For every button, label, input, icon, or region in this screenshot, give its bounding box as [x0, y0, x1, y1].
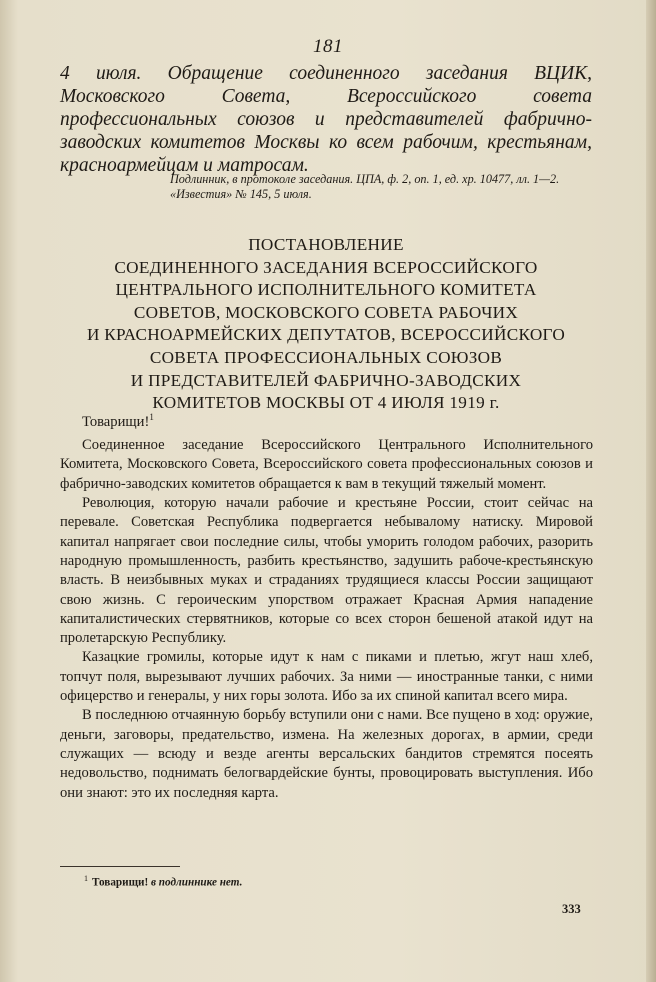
source-note: [170, 172, 594, 202]
body-text: [60, 408, 593, 803]
decree-title-line: КОМИТЕТОВ МОСКВЫ ОТ 4 ИЮЛЯ 1919 г.: [152, 393, 500, 413]
decree-title-line: ПОСТАНОВЛЕНИЕ: [248, 235, 404, 254]
decree-title-line: СОВЕТОВ, МОСКОВСКОГО СОВЕТА РАБОЧИХ: [133, 302, 519, 322]
decree-title-line: СОЕДИНЕННОГО ЗАСЕДАНИЯ ВСЕРОССИЙСКОГО: [114, 257, 538, 277]
decree-title: [56, 234, 596, 415]
decree-title-line: И ПРЕДСТАВИТЕЛЕЙ ФАБРИЧНО-ЗАВОДСКИХ: [130, 370, 522, 390]
paragraph: Соединенное заседание Всероссийского Центрального Исполнительного Комитета, Московского Совета, Всероссийского совета профессиональных союзов и фабрично-заводских комитетов обращается к вам в текущий тяжелый момент.: [60, 437, 593, 492]
footnote-term: Товарищи!: [92, 876, 149, 889]
greeting: [82, 408, 593, 432]
page-number: 333: [562, 902, 581, 916]
page-edge: [646, 0, 656, 982]
footnote-text: в подлиннике нет.: [151, 876, 243, 889]
source-archive: Подлинник, в протоколе заседания. ЦПА, ф. 2, оп. 1, ед. хр. 10477, лл. 1—2.: [170, 172, 560, 186]
paragraph: Казацкие громилы, которые идут к нам с пиками и плетью, жгут наш хлеб, топчут поля, вырезывают лучших рабочих. За ними — иностранные танки, с ними офицерство и генералы, у них горы золота. Ибо за их спиной капитал всего мира.: [60, 649, 593, 705]
paragraph: Революция, которую начали рабочие и крестьяне России, стоит сейчас на перевале. Советская Республика подвергается небывалому натиску. Мировой капитал напрягает свои последние силы, чтобы уморить голодом рабочих, разорить народную промышленность, разбить крестьянство, задушить рабоче-крестьянскую власть. В неизбывных муках и страданиях трудящиеся классы России защищают свою жизнь. С героическим упорством отражает Красная Армия нападение капиталистических стервятников, которые со всех сторон бешеной атакой идут на пролетарскую Республику.: [60, 495, 593, 647]
decree-title-line: И КРАСНОАРМЕЙСКИХ ДЕПУТАТОВ, ВСЕРОССИЙСКОГО: [86, 325, 566, 345]
footnote-divider: [60, 866, 180, 867]
document-heading: 4 июля. Обращение соединенного заседания ВЦИК, Московского Совета, Всероссийского совета профессиональных союзов и представителей фабрично-заводских комитетов Москвы ко всем рабочим, крестьянам, красноармейцам и матросам.: [60, 63, 592, 176]
paragraph: В последнюю отчаянную борьбу вступили они с нами. Все пущено в ход: оружие, деньги, заговоры, предательство, измена. На железных дорогах, в армии, среди служащих — всюду и везде агенты версальских бандитов стремятся посеять недовольство, поднимать белогвардейские бунты, провоцировать выступления. Ибо они знают: это их последняя карта.: [60, 707, 593, 801]
footnote-mark: 1: [84, 874, 88, 883]
footnote-reference: 1: [149, 412, 154, 422]
decree-title-line: СОВЕТА ПРОФЕССИОНАЛЬНЫХ СОЮЗОВ: [149, 347, 503, 367]
source-publication: «Известия» № 145, 5 июля.: [170, 187, 312, 201]
document-number: 181: [313, 36, 343, 57]
greeting-text: Товарищи!: [82, 413, 150, 430]
footnote: [84, 872, 584, 890]
decree-title-line: ЦЕНТРАЛЬНОГО ИСПОЛНИТЕЛЬНОГО КОМИТЕТА: [115, 280, 537, 300]
